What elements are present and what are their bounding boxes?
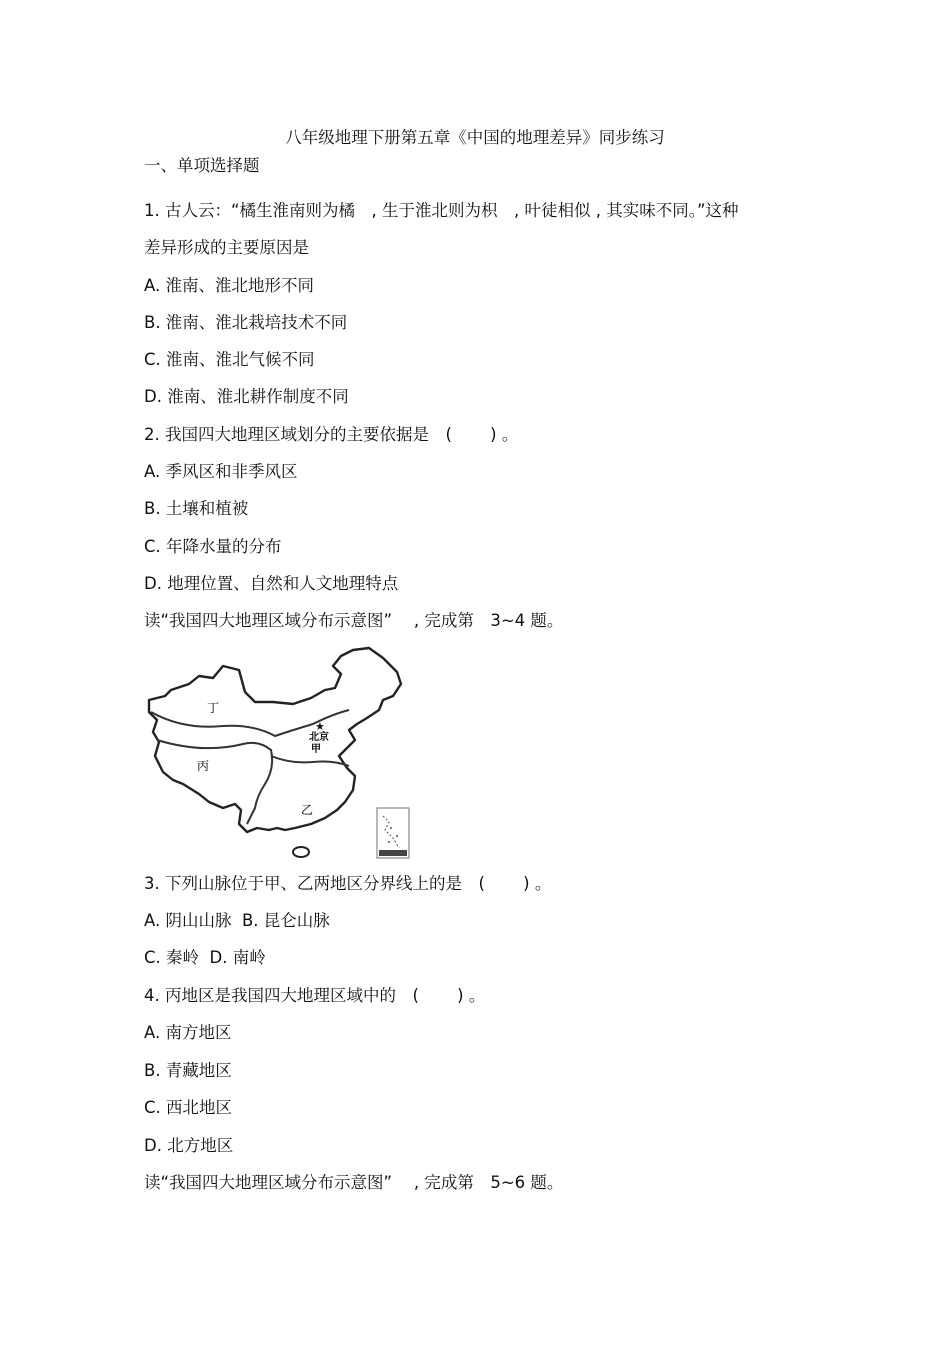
china-regions-map (143, 644, 413, 862)
boundary-qinling-huaihe (271, 756, 349, 766)
question-1-option-c: C. 淮南、淮北气候不同 (144, 350, 315, 369)
region-label-yi: 乙 (301, 803, 314, 817)
section-heading: 一、单项选择题 (144, 156, 260, 175)
question-4-option-a: A. 南方地区 (144, 1023, 232, 1042)
question-1-line-2: 差异形成的主要原因是 (144, 238, 309, 257)
region-label-ding: 丁 (207, 701, 220, 715)
question-1-option-b: B. 淮南、淮北栽培技术不同 (144, 313, 348, 332)
beijing-label: 北京 (309, 732, 329, 743)
question-4-option-b: B. 青藏地区 (144, 1061, 232, 1080)
map-instruction-3-4: 读“我国四大地理区域分布示意图” , 完成第 3~4 题。 (144, 611, 564, 630)
question-3-options-cd: C. 秦岭 D. 南岭 (144, 948, 266, 967)
question-2-option-b: B. 土壤和植被 (144, 499, 249, 518)
question-2-option-d: D. 地理位置、自然和人文地理特点 (144, 574, 399, 593)
question-2-stem: 2. 我国四大地理区域划分的主要依据是 ( ) 。 (144, 425, 519, 444)
question-2-option-a: A. 季风区和非季风区 (144, 462, 298, 481)
south-china-sea-inset (377, 808, 409, 858)
region-label-jia: 甲 (311, 744, 321, 755)
boundary-qinghai-tibet (157, 740, 272, 824)
question-1-option-d: D. 淮南、淮北耕作制度不同 (144, 387, 349, 406)
question-4-stem: 4. 丙地区是我国四大地理区域中的 ( ) 。 (144, 986, 486, 1005)
question-3-options-ab: A. 阴山山脉 B. 昆仑山脉 (144, 911, 330, 930)
map-instruction-5-6: 读“我国四大地理区域分布示意图” , 完成第 5~6 题。 (144, 1173, 564, 1192)
document-title: 八年级地理下册第五章《中国的地理差异》同步练习 (285, 128, 665, 147)
region-label-bing: 丙 (197, 759, 210, 773)
question-3-stem: 3. 下列山脉位于甲、乙两地区分界线上的是 ( ) 。 (144, 874, 552, 893)
question-1-option-a: A. 淮南、淮北地形不同 (144, 276, 314, 295)
beijing-star-icon: ★ (315, 720, 325, 733)
question-2-option-c: C. 年降水量的分布 (144, 537, 282, 556)
question-1-line-1: 1. 古人云：“橘生淮南则为橘 , 生于淮北则为枳 , 叶徒相似 , 其实味不同。”这种 (144, 201, 739, 220)
china-outline (149, 648, 401, 832)
question-4-option-c: C. 西北地区 (144, 1098, 233, 1117)
question-4-option-d: D. 北方地区 (144, 1136, 234, 1155)
hainan-island (293, 847, 309, 857)
